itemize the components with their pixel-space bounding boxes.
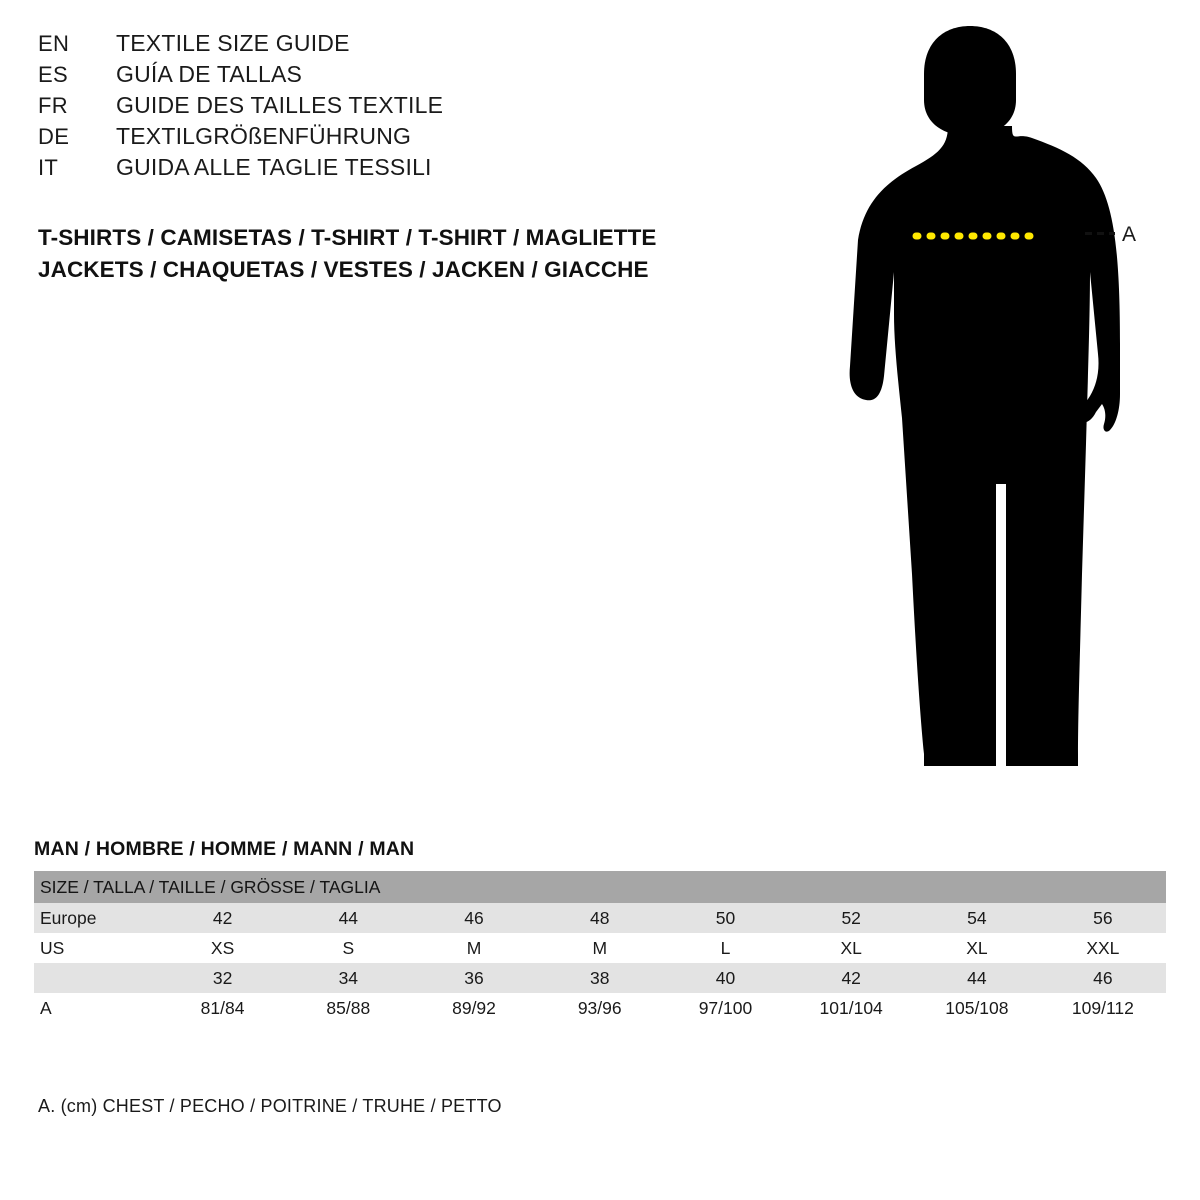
cell-value: 105/108 bbox=[914, 993, 1040, 1023]
cell-value: 109/112 bbox=[1040, 993, 1166, 1023]
language-row bbox=[38, 154, 738, 185]
cell-value: 52 bbox=[788, 903, 914, 933]
table-row bbox=[34, 903, 1166, 933]
row-label: Europe bbox=[34, 903, 160, 933]
language-row bbox=[38, 61, 738, 92]
silhouette-body bbox=[850, 26, 1120, 766]
cell-value: 34 bbox=[285, 963, 411, 993]
language-row bbox=[38, 123, 738, 154]
table-header-row bbox=[34, 871, 1166, 903]
body-silhouette-figure bbox=[820, 14, 1180, 794]
measure-label-a: A bbox=[1122, 223, 1137, 246]
language-code: IT bbox=[38, 155, 59, 180]
cell-value: 32 bbox=[160, 963, 286, 993]
language-title: TEXTILE SIZE GUIDE bbox=[116, 30, 350, 56]
language-title: GUÍA DE TALLAS bbox=[116, 61, 303, 87]
language-row bbox=[38, 92, 738, 123]
size-table bbox=[34, 871, 1166, 1023]
category-jackets: JACKETS / CHAQUETAS / VESTES / JACKEN / GIACCHE bbox=[38, 257, 649, 282]
size-table-section bbox=[34, 838, 1166, 1023]
language-row bbox=[38, 30, 738, 61]
language-title: GUIDE DES TAILLES TEXTILE bbox=[116, 92, 444, 118]
cell-value: XS bbox=[160, 933, 286, 963]
language-header-list bbox=[38, 30, 738, 185]
table-row bbox=[34, 993, 1166, 1023]
cell-value: 44 bbox=[285, 903, 411, 933]
cell-value: 101/104 bbox=[788, 993, 914, 1023]
cell-value: 46 bbox=[1040, 963, 1166, 993]
cell-value: 44 bbox=[914, 963, 1040, 993]
language-title: GUIDA ALLE TAGLIE TESSILI bbox=[116, 154, 432, 180]
category-tshirts: T-SHIRTS / CAMISETAS / T-SHIRT / T-SHIRT / MAGLIETTE bbox=[38, 225, 657, 250]
gender-title: MAN / HOMBRE / HOMME / MANN / MAN bbox=[34, 838, 415, 860]
cell-value: 42 bbox=[788, 963, 914, 993]
cell-value: S bbox=[285, 933, 411, 963]
cell-value: M bbox=[411, 933, 537, 963]
cell-value: 85/88 bbox=[285, 993, 411, 1023]
cell-value: 40 bbox=[663, 963, 789, 993]
table-row bbox=[34, 933, 1166, 963]
cell-value: 38 bbox=[537, 963, 663, 993]
cell-value: 48 bbox=[537, 903, 663, 933]
language-code: EN bbox=[38, 31, 70, 56]
language-code: DE bbox=[38, 124, 70, 149]
cell-value: 50 bbox=[663, 903, 789, 933]
cell-value: 97/100 bbox=[663, 993, 789, 1023]
garment-category-block bbox=[38, 222, 798, 286]
cell-value: 42 bbox=[160, 903, 286, 933]
cell-value: L bbox=[663, 933, 789, 963]
cell-value: 89/92 bbox=[411, 993, 537, 1023]
language-title: TEXTILGRÖßENFÜHRUNG bbox=[116, 123, 412, 149]
cell-value: 54 bbox=[914, 903, 1040, 933]
cell-value: 36 bbox=[411, 963, 537, 993]
table-row bbox=[34, 963, 1166, 993]
row-label: US bbox=[34, 933, 160, 963]
cell-value: 81/84 bbox=[160, 993, 286, 1023]
row-label bbox=[34, 963, 160, 993]
cell-value: XXL bbox=[1040, 933, 1166, 963]
chest-footnote: A. (cm) CHEST / PECHO / POITRINE / TRUHE / PETTO bbox=[38, 1096, 502, 1116]
cell-value: 46 bbox=[411, 903, 537, 933]
language-code: ES bbox=[38, 62, 68, 87]
table-header-label: SIZE / TALLA / TAILLE / GRÖSSE / TAGLIA bbox=[34, 871, 1166, 903]
cell-value: 93/96 bbox=[537, 993, 663, 1023]
cell-value: 56 bbox=[1040, 903, 1166, 933]
row-label: A bbox=[34, 993, 160, 1023]
language-code: FR bbox=[38, 93, 68, 118]
measure-leader-line bbox=[1085, 232, 1115, 235]
cell-value: M bbox=[537, 933, 663, 963]
cell-value: XL bbox=[788, 933, 914, 963]
cell-value: XL bbox=[914, 933, 1040, 963]
